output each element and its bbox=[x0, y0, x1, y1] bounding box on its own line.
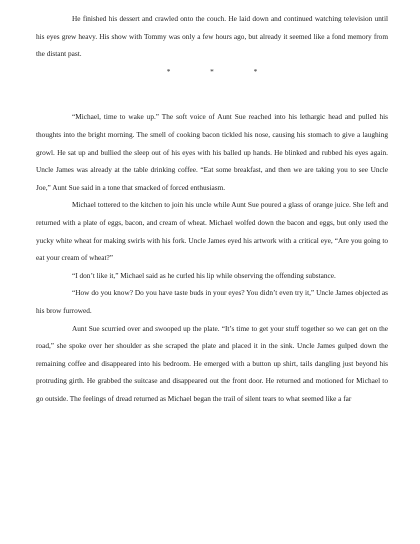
paragraph: Michael tottered to the kitchen to join his uncle while Aunt Sue poured a glass of orange juice. She left and returned with a plate of eggs, bacon, and cream of wheat. Michael wolfed down the bacon and eggs, but only used the yucky white wheat for making swirls with his fork. Uncle James eyed his artwork with a critical eye, “Are you going to eat your cream of wheat?” bbox=[36, 200, 388, 263]
paragraph: “Michael, time to wake up.” The soft voice of Aunt Sue reached into his lethargic head and pulled his thoughts into the bright morning. The smell of cooking bacon tickled his nose, causing his stomach to give a laughing growl. He sat up and bullied the sleep out of his eyes with his balled up hands. He blinked and rubbed his eyes again. Uncle James was already at the table drinking coffee. “Eat some breakfast, and then we are taking you to see Uncle Joe,” Aunt Sue said in a tone that smacked of forced enthusiasm. bbox=[36, 112, 388, 192]
document-page bbox=[36, 10, 388, 407]
paragraph: Aunt Sue scurried over and swooped up the plate. “It’s time to get your stuff together so we can get on the road,” she spoke over her shoulder as she scraped the plate and placed it in the sink. Uncle James gulped down the remaining coffee and disappeared into his bedroom. He emerged with a button up shirt, tails dangling just beyond his protruding girth. He grabbed the suitcase and disappeared out the front door. He returned and motioned for Michael to go outside. The feelings of dread returned as Michael began the trail of silent tears to what seemed like a far bbox=[36, 323, 388, 403]
paragraph: “How do you know? Do you have taste buds in your eyes? You didn’t even try it,” Uncle James objected as his brow furrowed. bbox=[36, 288, 388, 315]
paragraph: He finished his dessert and crawled onto the couch. He laid down and continued watching television until his eyes grew heavy. His show with Tommy was only a few hours ago, but already it seemed like a fond memory from the distant past. bbox=[36, 14, 388, 59]
paragraph: “I don’t like it,” Michael said as he curled his lip while observing the offending substance. bbox=[72, 270, 336, 280]
scene-break: * * * bbox=[166, 66, 258, 76]
